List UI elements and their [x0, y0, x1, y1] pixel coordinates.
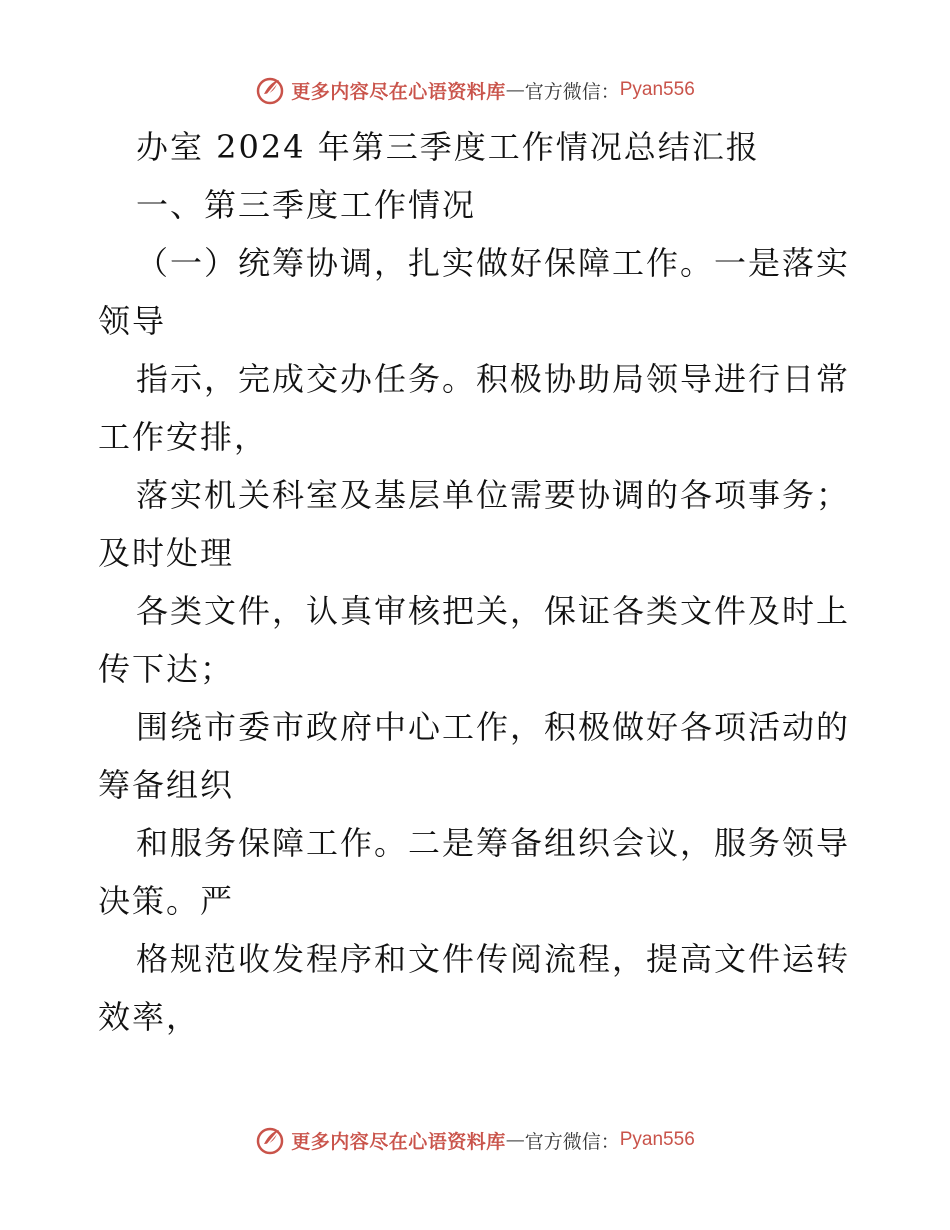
footer-watermark: [0, 1120, 950, 1160]
watermark-dash: —: [505, 79, 525, 101]
paragraph-line: 传下达；: [98, 650, 235, 688]
watermark-label: 官方微信：: [524, 1130, 620, 1153]
paragraph-line: 筹备组织: [98, 766, 235, 804]
watermark-label: 官方微信：: [524, 80, 620, 103]
watermark-main-text: 更多内容尽在心语资料库: [291, 1130, 506, 1153]
document-title: 办室 2024 年第三季度工作情况总结汇报: [136, 128, 760, 166]
document-body: [98, 118, 858, 1046]
paragraph-line: 领导: [98, 302, 167, 340]
paragraph-line: 决策。严: [98, 882, 235, 920]
paragraph-line: 效率，: [98, 998, 201, 1036]
section-heading: 一、第三季度工作情况: [136, 186, 477, 224]
paragraph-line: 工作安排，: [98, 418, 269, 456]
paragraph-line: （一）统筹协调，扎实做好保障工作。一是落实: [136, 244, 851, 282]
paragraph-line: 围绕市委市政府中心工作，积极做好各项活动的: [136, 708, 851, 746]
header-watermark: [0, 70, 950, 110]
paragraph-line: 指示，完成交办任务。积极协助局领导进行日常: [136, 360, 851, 398]
paragraph-line: 各类文件，认真审核把关，保证各类文件及时上: [136, 592, 851, 630]
watermark-id: Pyan556: [619, 79, 695, 100]
paragraph-line: 及时处理: [98, 534, 235, 572]
paragraph-line: 格规范收发程序和文件传阅流程，提高文件运转: [136, 940, 851, 978]
logo-icon: [255, 1124, 287, 1156]
watermark-dash: —: [505, 1129, 525, 1151]
paragraph-line: 落实机关科室及基层单位需要协调的各项事务；: [136, 476, 851, 514]
watermark-id: Pyan556: [619, 1129, 695, 1150]
watermark-main-text: 更多内容尽在心语资料库: [291, 80, 506, 103]
paragraph-line: 和服务保障工作。二是筹备组织会议，服务领导: [136, 824, 851, 862]
logo-icon: [255, 74, 287, 106]
